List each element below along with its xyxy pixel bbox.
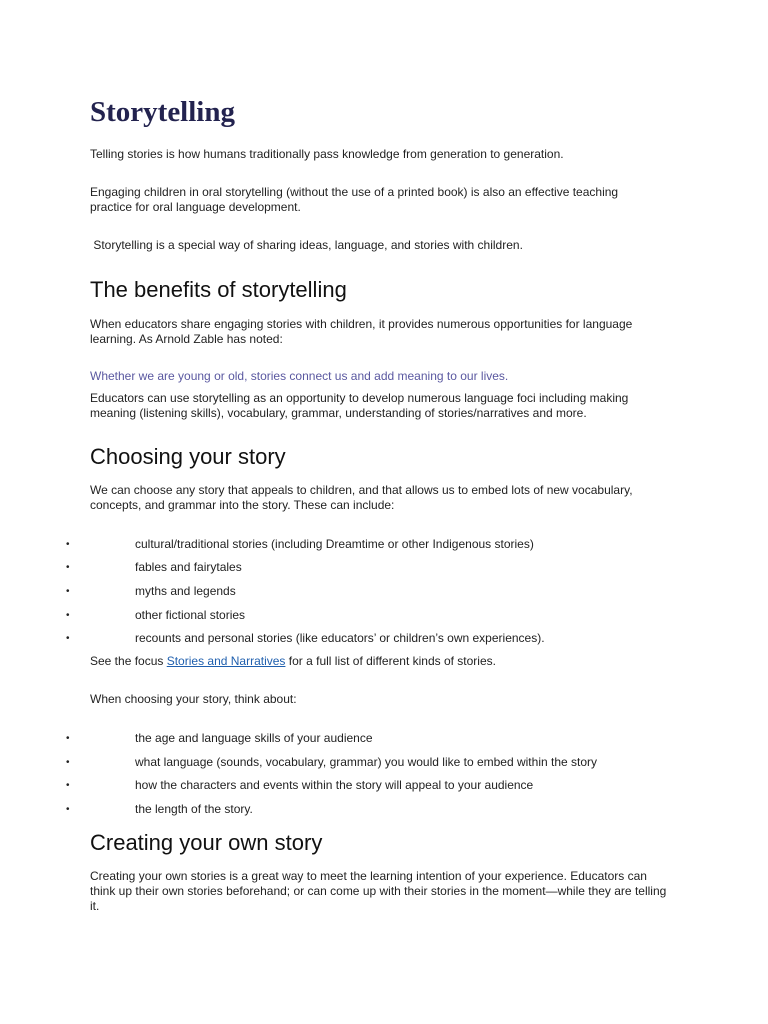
list-item bbox=[0, 560, 768, 575]
bullet-icon: • bbox=[66, 562, 70, 573]
list-item bbox=[0, 778, 768, 793]
list-item bbox=[0, 584, 768, 599]
bullet-icon: • bbox=[66, 586, 70, 597]
bullet-icon: • bbox=[66, 757, 70, 768]
stories-and-narratives-link[interactable]: Stories and Narratives bbox=[166, 654, 286, 668]
see-focus-text-pre: See the focus bbox=[90, 654, 167, 668]
list-item-text: cultural/traditional stories (including Dreamtime or other Indigenous stories) bbox=[135, 537, 534, 551]
list-item-text: fables and fairytales bbox=[135, 560, 242, 574]
bullet-icon: • bbox=[66, 610, 70, 621]
list-item-text: the length of the story. bbox=[135, 802, 253, 816]
page-title: Storytelling bbox=[90, 96, 235, 128]
list-item bbox=[0, 755, 768, 770]
bullet-icon: • bbox=[66, 780, 70, 791]
list-item-text: what language (sounds, vocabulary, grammar) you would like to embed within the story bbox=[135, 755, 598, 769]
list-item-text: the age and language skills of your audience bbox=[135, 731, 373, 745]
think-about-paragraph: When choosing your story, think about: bbox=[90, 692, 297, 706]
benefits-paragraph-1: When educators share engaging stories with children, it provides numerous opportunities for language learning. As Arnold Zable has noted: bbox=[90, 317, 633, 346]
list-item bbox=[0, 608, 768, 623]
benefits-paragraph-2: Educators can use storytelling as an opportunity to develop numerous language foci including making meaning (listening skills), vocabulary, grammar, understanding of stories/narratives and more. bbox=[90, 391, 629, 420]
choosing-heading: Choosing your story bbox=[90, 444, 286, 469]
see-focus-paragraph bbox=[90, 654, 680, 669]
intro-paragraph-1: Telling stories is how humans traditionally pass knowledge from generation to generation. bbox=[90, 147, 564, 161]
list-item bbox=[0, 537, 768, 552]
list-item-text: myths and legends bbox=[135, 584, 236, 598]
list-item bbox=[0, 631, 768, 646]
benefits-heading: The benefits of storytelling bbox=[90, 277, 347, 302]
intro-paragraph-3: Storytelling is a special way of sharing ideas, language, and stories with children. bbox=[90, 238, 523, 252]
choosing-paragraph: We can choose any story that appeals to children, and that allows us to embed lots of new vocabulary, concepts, and grammar into the story. These can include: bbox=[90, 483, 633, 512]
see-focus-text-post: for a full list of different kinds of stories. bbox=[285, 654, 496, 668]
zable-quote: Whether we are young or old, stories connect us and add meaning to our lives. bbox=[90, 369, 509, 383]
bullet-icon: • bbox=[66, 733, 70, 744]
bullet-icon: • bbox=[66, 539, 70, 550]
creating-paragraph: Creating your own stories is a great way to meet the learning intention of your experience. Educators can think up their own stories beforehand; or can come up with their stories in the moment—while they are telling it. bbox=[90, 869, 667, 913]
list-item-text: recounts and personal stories (like educators’ or children’s own experiences). bbox=[135, 631, 545, 645]
list-item bbox=[0, 731, 768, 746]
bullet-icon: • bbox=[66, 633, 70, 644]
intro-paragraph-2: Engaging children in oral storytelling (without the use of a printed book) is also an effective teaching practice for oral language development. bbox=[90, 185, 619, 214]
list-item-text: other fictional stories bbox=[135, 608, 246, 622]
list-item bbox=[0, 802, 768, 817]
list-item-text: how the characters and events within the story will appeal to your audience bbox=[135, 778, 534, 792]
creating-heading: Creating your own story bbox=[90, 830, 323, 855]
bullet-icon: • bbox=[66, 804, 70, 815]
